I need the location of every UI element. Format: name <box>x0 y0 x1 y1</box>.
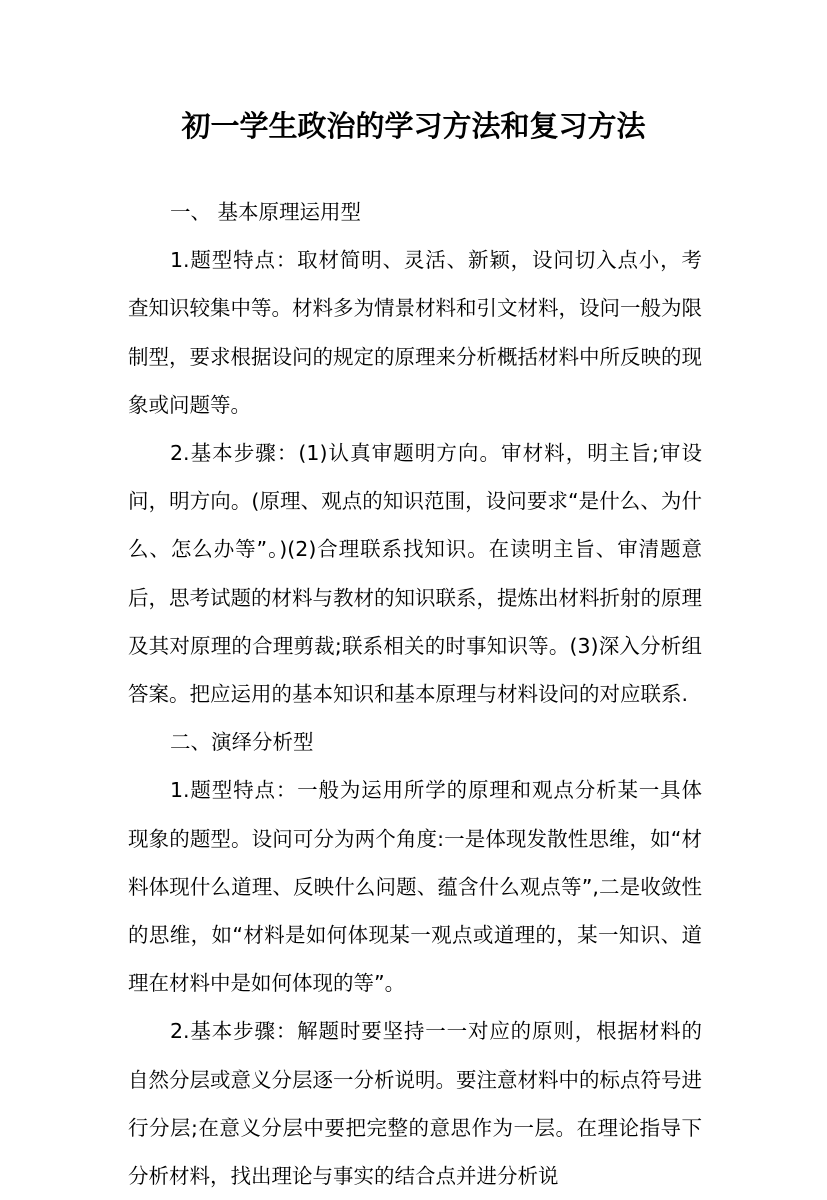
section-heading-1: 一、 基本原理运用型 <box>170 200 362 224</box>
section-heading-2: 二、演绎分析型 <box>170 730 314 755</box>
document-title: 初一学生政治的学习方法和复习方法 <box>181 109 646 143</box>
paragraph-2: 2.基本步骤：(1)认真审题明方向。审材料，明主旨;审设问，明方向。(原理、观点的知识范围，设问要求“是什么、为什么、怎么办等”。)(2)合理联系找知识。在读明主旨、审清题意后，思考试题的材料与教材的知识联系，提炼出材料折射的原理及其对原理的合理剪裁;联系相关的时事知识等。(3)深入分析组答案。把应运用的基本知识和基本原理与材料设问的对应联系. <box>128 441 702 707</box>
document-body <box>128 188 702 1200</box>
paragraph-1: 1.题型特点：取材简明、灵活、新颖，设问切入点小，考查知识较集中等。材料多为情景材料和引文材料，设问一般为限制型，要求根据设问的规定的原理来分析概括材料中所反映的现象或问题等。 <box>128 248 702 417</box>
paragraph-4: 2.基本步骤：解题时要坚持一一对应的原则，根据材料的自然分层或意义分层逐一分析说明。要注意材料中的标点符号进行分层;在意义分层中要把完整的意思作为一层。在理论指导下分析材料，找出理论与事实的结合点并进分析说 <box>128 1019 702 1189</box>
paragraph-3: 1.题型特点：一般为运用所学的原理和观点分析某一具体现象的题型。设问可分为两个角度:一是体现发散性思维，如“材料体现什么道理、反映什么问题、蕴含什么观点等”,二是收敛性的思维，如“材料是如何体现某一观点或道理的，某一知识、道理在材料中是如何体现的等”。 <box>128 778 702 996</box>
